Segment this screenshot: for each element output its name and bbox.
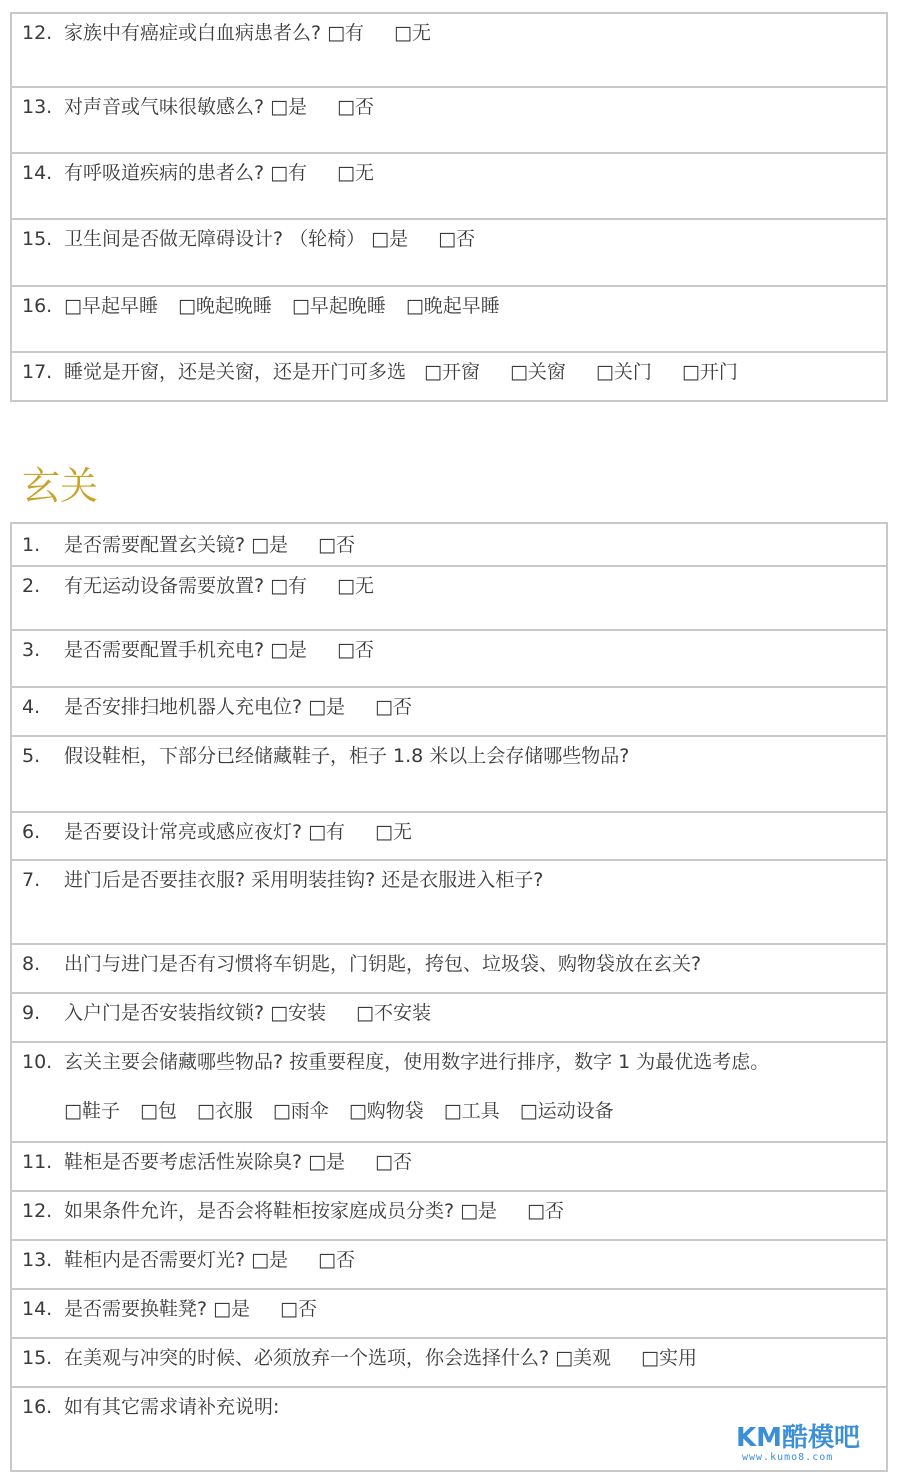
option-checkbox[interactable]: □是 — [308, 696, 346, 718]
question-line — [22, 951, 701, 977]
option-checkbox[interactable]: □无 — [375, 821, 412, 843]
question-number: 13. — [22, 1249, 53, 1271]
question-text: 睡觉是开窗，还是关窗，还是开门可多选 — [64, 361, 407, 383]
option-checkbox[interactable]: □是 — [270, 639, 308, 661]
watermark-brand: KM酷模吧 — [736, 1423, 861, 1453]
question-text: 如果条件允许，是否会将鞋柜按家庭成员分类? — [64, 1200, 455, 1222]
option-checkbox[interactable]: □美观 — [555, 1347, 612, 1369]
table-row — [12, 14, 886, 86]
question-line — [22, 867, 543, 893]
question-number: 3. — [22, 639, 41, 661]
option-checkbox[interactable]: □鞋子 — [64, 1100, 120, 1122]
question-line — [22, 293, 500, 319]
question-line — [22, 160, 374, 186]
top-questionnaire-table — [10, 12, 888, 402]
question-number: 13. — [22, 96, 53, 118]
option-checkbox[interactable]: □包 — [139, 1100, 177, 1122]
option-checkbox[interactable]: □否 — [337, 639, 374, 661]
question-text: 进门后是否要挂衣服? 采用明装挂钩? 还是衣服进入柜子? — [64, 869, 544, 891]
option-checkbox[interactable]: □有 — [270, 162, 308, 184]
table-row — [12, 218, 886, 285]
table-row — [12, 1239, 886, 1288]
option-checkbox[interactable]: □否 — [280, 1298, 317, 1320]
question-line — [22, 819, 412, 845]
question-line — [22, 1247, 355, 1273]
question-line — [22, 694, 412, 720]
question-text: 入户门是否安装指纹锁? — [64, 1002, 265, 1024]
table-row — [12, 351, 886, 400]
option-checkbox[interactable]: □关窗 — [509, 361, 566, 383]
option-checkbox[interactable]: □晚起晚睡 — [177, 295, 272, 317]
table-row — [12, 686, 886, 735]
question-line — [22, 1345, 697, 1371]
question-line — [22, 1198, 564, 1224]
option-checkbox[interactable]: □无 — [337, 575, 374, 597]
table-row — [12, 86, 886, 152]
option-checkbox[interactable]: □是 — [460, 1200, 498, 1222]
option-checkbox[interactable]: □购物袋 — [348, 1100, 424, 1122]
question-text: 如有其它需求请补充说明: — [64, 1396, 280, 1418]
option-checkbox[interactable]: □不安装 — [356, 1002, 431, 1024]
question-text: 有无运动设备需要放置? — [64, 575, 265, 597]
table-row — [12, 524, 886, 565]
question-text: 是否安排扫地机器人充电位? — [64, 696, 303, 718]
option-checkbox[interactable]: □关门 — [595, 361, 652, 383]
table-row — [12, 565, 886, 629]
option-checkbox[interactable]: □有 — [270, 575, 308, 597]
question-number: 11. — [22, 1151, 53, 1173]
table-row — [12, 1141, 886, 1190]
question-number: 17. — [22, 361, 53, 383]
question-text: 是否需要配置玄关镜? — [64, 534, 246, 556]
question-number: 10. — [22, 1051, 53, 1073]
question-number: 12. — [22, 22, 53, 44]
option-checkbox[interactable]: □无 — [337, 162, 374, 184]
question-line — [22, 743, 629, 769]
table-row — [12, 1288, 886, 1337]
entry-questionnaire-table — [10, 522, 888, 1472]
table-row — [12, 629, 886, 686]
question-number: 7. — [22, 869, 41, 891]
table-row — [12, 1041, 886, 1141]
watermark-url: www.kumo8.com — [742, 1452, 834, 1463]
question-number: 16. — [22, 295, 53, 317]
question-number: 2. — [22, 575, 41, 597]
option-checkbox[interactable]: □工具 — [443, 1100, 500, 1122]
option-checkbox[interactable]: □无 — [394, 22, 431, 44]
question-line — [22, 359, 738, 385]
question-number: 1. — [22, 534, 41, 556]
question-text: 是否要设计常亮或感应夜灯? — [64, 821, 303, 843]
question-number: 9. — [22, 1002, 41, 1024]
question-number: 6. — [22, 821, 41, 843]
option-checkbox[interactable]: □安装 — [270, 1002, 327, 1024]
option-checkbox[interactable]: □早起早睡 — [64, 295, 158, 317]
question-text: 玄关主要会储藏哪些物品? 按重要程度，使用数字进行排序，数字 1 为最优选考虑。 — [64, 1051, 770, 1073]
question-number: 15. — [22, 1347, 53, 1369]
question-text: 鞋柜是否要考虑活性炭除臭? — [64, 1151, 303, 1173]
option-checkbox[interactable]: □是 — [308, 1151, 346, 1173]
option-checkbox[interactable]: □是 — [213, 1298, 251, 1320]
question-text: 是否需要换鞋凳? — [64, 1298, 208, 1320]
option-checkbox[interactable]: □是 — [251, 534, 289, 556]
option-checkbox[interactable]: □有 — [327, 22, 365, 44]
question-line — [22, 226, 475, 252]
question-number: 8. — [22, 953, 41, 975]
question-number: 4. — [22, 696, 41, 718]
table-row — [12, 992, 886, 1041]
question-line — [22, 1000, 431, 1026]
question-number: 5. — [22, 745, 41, 767]
question-text: 卫生间是否做无障碍设计? （轮椅） — [64, 228, 366, 250]
option-checkbox[interactable]: □衣服 — [196, 1100, 253, 1122]
option-checkbox[interactable]: □否 — [375, 696, 412, 718]
question-number: 14. — [22, 1298, 53, 1320]
question-text: 有呼吸道疾病的患者么? — [64, 162, 265, 184]
question-number: 15. — [22, 228, 53, 250]
table-row — [12, 943, 886, 992]
table-row — [12, 1337, 886, 1386]
table-row — [12, 1190, 886, 1239]
question-text: 对声音或气味很敏感么? — [64, 96, 265, 118]
option-checkbox[interactable]: □是 — [270, 96, 308, 118]
option-checkbox[interactable]: □晚起早睡 — [405, 295, 500, 317]
option-checkbox[interactable]: □否 — [318, 534, 355, 556]
option-checkbox[interactable]: □开窗 — [424, 361, 480, 383]
table-row — [12, 735, 886, 811]
question-line — [22, 20, 431, 46]
table-row — [12, 152, 886, 218]
question-line — [22, 94, 374, 120]
question-text: 是否需要配置手机充电? — [64, 639, 265, 661]
section-title: 玄关 — [22, 464, 99, 508]
question-text: 鞋柜内是否需要灯光? — [64, 1249, 246, 1271]
watermark-logo — [736, 1424, 860, 1463]
table-row — [12, 811, 886, 859]
option-checkbox[interactable]: □否 — [375, 1151, 412, 1173]
question-line — [22, 573, 374, 599]
option-checkbox[interactable]: □否 — [527, 1200, 564, 1222]
question-text: 在美观与冲突的时候、必须放弃一个选项，你会选择什么? — [64, 1347, 550, 1369]
question-number: 12. — [22, 1200, 53, 1222]
option-checkbox[interactable]: □否 — [318, 1249, 355, 1271]
option-checkbox[interactable]: □运动设备 — [519, 1100, 614, 1122]
option-line — [64, 1098, 634, 1124]
option-checkbox[interactable]: □是 — [251, 1249, 289, 1271]
option-checkbox[interactable]: □否 — [438, 228, 476, 250]
question-text: 出门与进门是否有习惯将车钥匙，门钥匙，挎包、垃圾袋、购物袋放在玄关? — [64, 953, 702, 975]
question-line — [22, 1394, 279, 1420]
option-checkbox[interactable]: □开门 — [681, 361, 738, 383]
question-line — [22, 532, 355, 558]
option-checkbox[interactable]: □实用 — [641, 1347, 697, 1369]
option-checkbox[interactable]: □有 — [308, 821, 346, 843]
question-line — [22, 637, 374, 663]
option-checkbox[interactable]: □雨伞 — [272, 1100, 329, 1122]
option-checkbox[interactable]: □是 — [371, 228, 409, 250]
table-row — [12, 285, 886, 351]
question-line — [22, 1049, 769, 1075]
question-text: 假设鞋柜，下部分已经储藏鞋子，柜子 1.8 米以上会存储哪些物品? — [64, 745, 630, 767]
table-row — [12, 859, 886, 943]
question-text: 家族中有癌症或白血病患者么? — [64, 22, 322, 44]
question-number: 16. — [22, 1396, 53, 1418]
question-line — [22, 1149, 412, 1175]
question-number: 14. — [22, 162, 53, 184]
option-checkbox[interactable]: □否 — [337, 96, 374, 118]
question-line — [22, 1296, 317, 1322]
option-checkbox[interactable]: □早起晚睡 — [291, 295, 386, 317]
